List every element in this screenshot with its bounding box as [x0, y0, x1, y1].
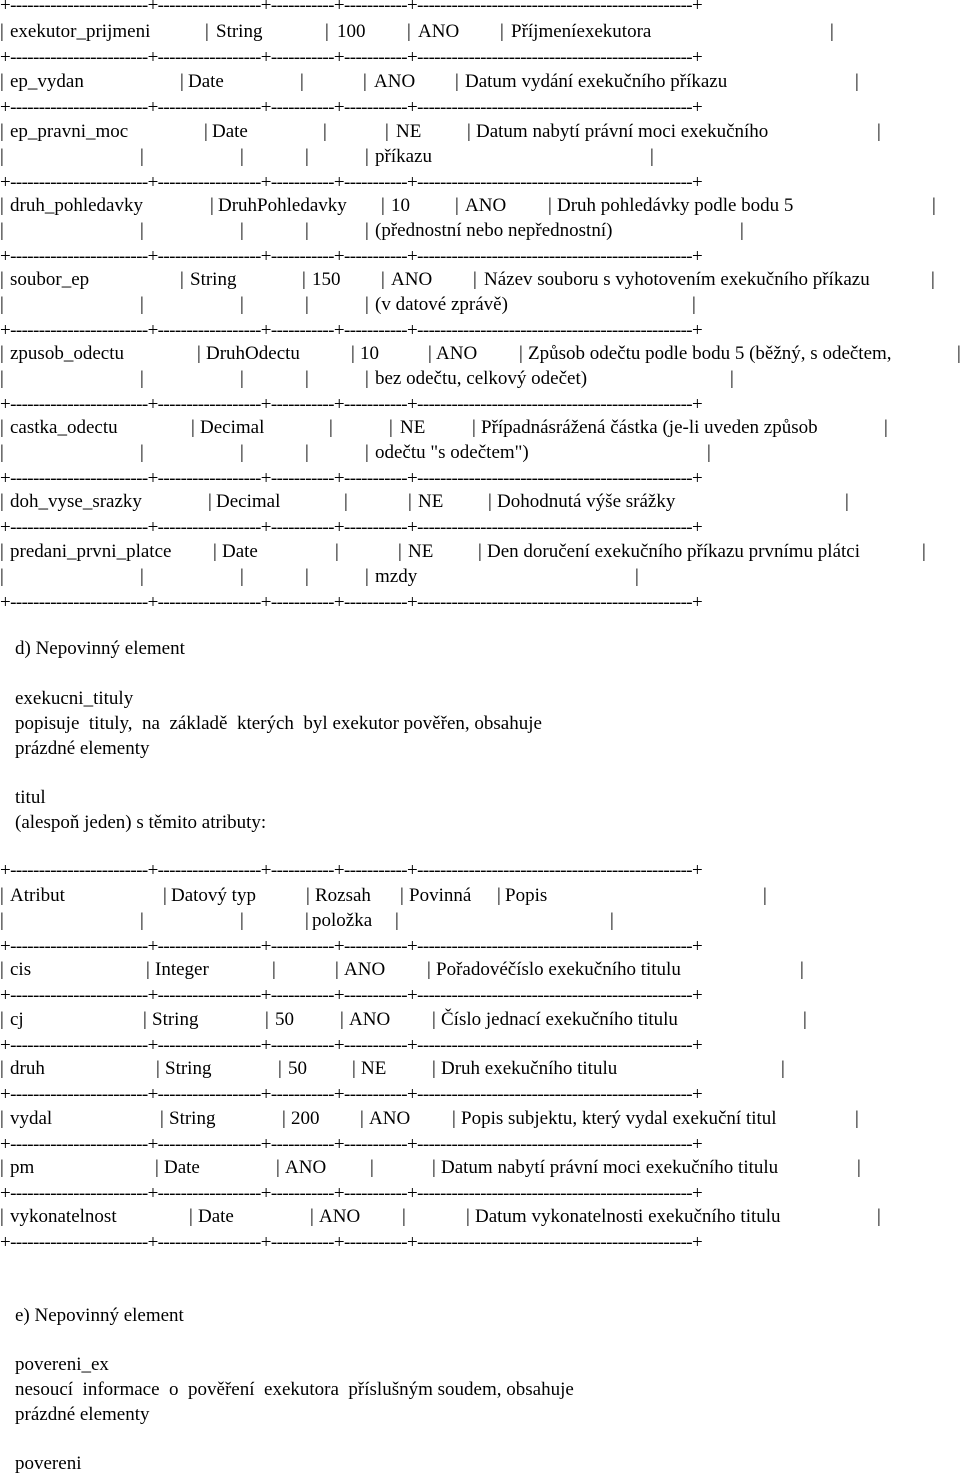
table1-row-4-divider: | [740, 220, 744, 241]
table1-row-3-cell-1: ep_pravni_moc [10, 121, 129, 142]
table1-row-4-divider: | [0, 195, 4, 216]
table2-row-3-cell-2: String [165, 1058, 212, 1079]
table1-row-1-divider: | [325, 21, 329, 42]
table2-row-4-cell-5: Popis subjektu, který vydal exekuční titul [461, 1108, 777, 1129]
table1-row-6-cell-3: 10 [360, 343, 379, 364]
table2-header-1: Atribut [10, 885, 65, 906]
table2-row-5-divider: | [857, 1157, 861, 1178]
table1-row-4-divider: | [548, 195, 552, 216]
table1-row-7-cell-1: castka_odectu [10, 417, 118, 438]
table1-row-6-divider: | [305, 368, 309, 389]
table2-row-4-cell-1: vydal [10, 1108, 53, 1129]
section-e-description-line-1: nesoucí informace o pověření exekutora příslušným soudem, obsahuje [15, 1379, 574, 1400]
table1-row-3-cell-5: Datum nabytí právní moci exekučního [476, 121, 769, 142]
table2-row-6-divider: | [189, 1206, 193, 1227]
table1-row-4-description-continued: (přednostní nebo nepřednostní) [375, 220, 613, 241]
table2-row-2-cell-3: 50 [275, 1009, 294, 1030]
table1-row-4-divider: | [365, 220, 369, 241]
table1-row-9-divider: | [305, 566, 309, 587]
table2-row-2-cell-2: String [152, 1009, 199, 1030]
table2-header-divider: | [395, 910, 399, 931]
table2-row-2-divider: | [340, 1009, 344, 1030]
table1-row-7-divider: | [365, 442, 369, 463]
table1-row-4-cell-4: ANO [465, 195, 507, 216]
table1-border-2: +------------------------+------------------+-----------+-----------+------------------------------------------------+ [0, 97, 703, 118]
table1-row-5-cell-5: Název souboru s vyhotovením exekučního příkazu [484, 269, 870, 290]
table2-row-4-divider: | [855, 1108, 859, 1129]
table1-row-9-cell-4: NE [408, 541, 434, 562]
section-e-description-line-2: prázdné elementy [15, 1404, 150, 1425]
section-d-description-line-2: prázdné elementy [15, 738, 150, 759]
table2-row-6-cell-3: ANO [319, 1206, 361, 1227]
table1-row-8-divider: | [344, 491, 348, 512]
table1-row-3-divider: | [0, 146, 4, 167]
table2-row-1-divider: | [146, 959, 150, 980]
table1-row-4-cell-1: druh_pohledavky [10, 195, 143, 216]
table1-row-3-divider: | [305, 146, 309, 167]
table2-row-5-cell-1: pm [10, 1157, 35, 1178]
table2-row-1-divider: | [427, 959, 431, 980]
table2-row-6-cell-1: vykonatelnost [10, 1206, 117, 1227]
table1-row-2-divider: | [855, 71, 859, 92]
table1-row-3-cell-4: NE [396, 121, 422, 142]
table1-row-4-divider: | [210, 195, 214, 216]
table2-header-5: Popis [505, 885, 548, 906]
table1-row-4-divider: | [140, 220, 144, 241]
table1-row-6-description-continued: bez odečtu, celkový odečet) [375, 368, 588, 389]
table1-row-2-divider: | [455, 71, 459, 92]
table2-row-1-cell-4: ANO [344, 959, 386, 980]
section-e-sub-element: povereni [15, 1453, 82, 1474]
table1-row-5-divider: | [381, 269, 385, 290]
table2-row-5-divider: | [0, 1157, 4, 1178]
table1-row-4-divider: | [305, 220, 309, 241]
table2-row-3-divider: | [352, 1058, 356, 1079]
section-d-description-line-1: popisuje tituly, na základě kterých byl exekutor pověřen, obsahuje [15, 713, 542, 734]
table1-row-8-divider: | [208, 491, 212, 512]
table1-row-9-cell-1: predani_prvni_platce [10, 541, 172, 562]
table2-row-5-divider: | [276, 1157, 280, 1178]
table2-row-5-divider: | [370, 1157, 374, 1178]
table1-row-1-cell-5: Příjmeníexekutora [511, 21, 652, 42]
table1-border-9: +------------------------+------------------+-----------+-----------+------------------------------------------------+ [0, 592, 703, 613]
table1-row-1-cell-3: 100 [337, 21, 366, 42]
table2-row-3-cell-5: Druh exekučního titulu [441, 1058, 618, 1079]
table1-row-4-cell-2: DruhPohledavky [218, 195, 347, 216]
table2-row-1-cell-2: Integer [155, 959, 209, 980]
table1-row-6-divider: | [519, 343, 523, 364]
table1-row-1-divider: | [205, 21, 209, 42]
table1-row-5-divider: | [365, 294, 369, 315]
table1-row-5-divider: | [0, 294, 4, 315]
table1-row-5-divider: | [240, 294, 244, 315]
table1-row-6-divider: | [365, 368, 369, 389]
table1-row-9-cell-5: Den doručení exekučního příkazu prvnímu plátci [487, 541, 861, 562]
table1-row-2-cell-2: Date [188, 71, 224, 92]
table1-row-8-divider: | [845, 491, 849, 512]
table1-row-7-divider: | [472, 417, 476, 438]
table1-row-7-divider: | [0, 417, 4, 438]
table2-row-1-divider: | [800, 959, 804, 980]
table2-row-1-cell-1: cis [10, 959, 32, 980]
table2-row-3-divider: | [781, 1058, 785, 1079]
table1-row-3-divider: | [140, 146, 144, 167]
table1-row-4-divider: | [932, 195, 936, 216]
table2-row-3-cell-4: NE [361, 1058, 387, 1079]
table2-row-4-divider: | [160, 1108, 164, 1129]
table1-row-8-cell-5: Dohodnutá výše srážky [497, 491, 676, 512]
table1-row-7-divider: | [191, 417, 195, 438]
table2-row-1-divider: | [272, 959, 276, 980]
table1-border-8: +------------------------+------------------+-----------+-----------+------------------------------------------------+ [0, 517, 703, 538]
table1-row-2-divider: | [0, 71, 4, 92]
table1-row-6-cell-2: DruhOdectu [206, 343, 300, 364]
table1-row-1-divider: | [500, 21, 504, 42]
table2-border-3: +------------------------+------------------+-----------+-----------+------------------------------------------------+ [0, 1084, 703, 1105]
table2-row-6-divider: | [402, 1206, 406, 1227]
table1-row-3-divider: | [323, 121, 327, 142]
table2-header-divider: | [305, 910, 309, 931]
table1-row-3-divider: | [365, 146, 369, 167]
table1-row-7-description-continued: odečtu "s odečtem") [375, 442, 529, 463]
table2-header-divider: | [140, 910, 144, 931]
table2-row-6-cell-2: Date [198, 1206, 234, 1227]
table1-row-1-divider: | [0, 21, 4, 42]
table2-row-1-cell-5: Pořadovéčíslo exekučního titulu [436, 959, 681, 980]
table1-row-9-divider: | [398, 541, 402, 562]
section-d-heading: d) Nepovinný element [15, 638, 185, 659]
table1-row-2-cell-5: Datum vydání exekučního příkazu [465, 71, 728, 92]
table2-header-divider: | [497, 885, 501, 906]
table1-row-7-divider: | [389, 417, 393, 438]
table2-row-3-divider: | [0, 1058, 4, 1079]
table2-border-header: +------------------------+------------------+-----------+-----------+------------------------------------------------+ [0, 936, 703, 957]
table2-border-2: +------------------------+------------------+-----------+-----------+------------------------------------------------+ [0, 1035, 703, 1056]
table2-row-4-cell-4: ANO [369, 1108, 411, 1129]
table1-row-5-divider: | [0, 269, 4, 290]
table2-row-4-divider: | [360, 1108, 364, 1129]
table1-row-5-divider: | [931, 269, 935, 290]
table2-row-2-cell-5: Číslo jednací exekučního titulu [441, 1009, 678, 1030]
table2-row-2-divider: | [432, 1009, 436, 1030]
table1-border-5: +------------------------+------------------+-----------+-----------+------------------------------------------------+ [0, 320, 703, 341]
table1-row-6-divider: | [428, 343, 432, 364]
table1-row-3-divider: | [650, 146, 654, 167]
table2-header-divider: | [240, 910, 244, 931]
table1-row-9-cell-2: Date [222, 541, 258, 562]
section-e-element-name: povereni_ex [15, 1354, 109, 1375]
table2-border-1: +------------------------+------------------+-----------+-----------+------------------------------------------------+ [0, 985, 703, 1006]
table2-header-divider: | [400, 885, 404, 906]
table1-border-1: +------------------------+------------------+-----------+-----------+------------------------------------------------+ [0, 47, 703, 68]
table1-row-6-divider: | [197, 343, 201, 364]
table1-row-5-cell-2: String [190, 269, 237, 290]
table1-row-1-cell-4: ANO [418, 21, 460, 42]
table1-row-3-divider: | [0, 121, 4, 142]
table1-row-7-divider: | [884, 417, 888, 438]
table2-header-divider: | [610, 910, 614, 931]
table1-row-7-divider: | [329, 417, 333, 438]
table1-row-6-cell-5: Způsob odečtu podle bodu 5 (běžný, s odečtem, [528, 343, 892, 364]
table1-row-9-divider: | [365, 566, 369, 587]
table1-row-6-cell-4: ANO [436, 343, 478, 364]
table1-row-5-description-continued: (v datové zprávě) [375, 294, 508, 315]
table1-row-5-cell-4: ANO [391, 269, 433, 290]
section-e-heading: e) Nepovinný element [15, 1305, 184, 1326]
table2-header-divider: | [0, 885, 4, 906]
table2-row-5-divider: | [432, 1157, 436, 1178]
table1-row-1-divider: | [407, 21, 411, 42]
table2-row-2-divider: | [143, 1009, 147, 1030]
table2-header-continued: položka [312, 910, 373, 931]
table1-row-7-cell-2: Decimal [200, 417, 265, 438]
table2-row-4-cell-2: String [169, 1108, 216, 1129]
table1-row-3-divider: | [385, 121, 389, 142]
table2-row-2-cell-1: cj [10, 1009, 24, 1030]
table1-row-2-divider: | [300, 71, 304, 92]
table1-row-2-divider: | [180, 71, 184, 92]
table2-header-divider: | [763, 885, 767, 906]
table2-border-top: +------------------------+------------------+-----------+-----------+------------------------------------------------+ [0, 860, 703, 881]
table1-row-6-divider: | [0, 368, 4, 389]
table1-row-1-cell-1: exekutor_prijmeni [10, 21, 151, 42]
table1-row-5-cell-1: soubor_ep [10, 269, 90, 290]
table1-row-8-cell-4: NE [418, 491, 444, 512]
table2-row-3-cell-1: druh [10, 1058, 45, 1079]
table1-row-6-divider: | [351, 343, 355, 364]
table2-header-3: Rozsah [315, 885, 371, 906]
table2-row-5-cell-2: Date [164, 1157, 200, 1178]
table1-row-6-divider: | [957, 343, 961, 364]
table1-row-8-cell-1: doh_vyse_srazky [10, 491, 142, 512]
table1-row-8-divider: | [0, 491, 4, 512]
table1-row-9-divider: | [213, 541, 217, 562]
table2-row-3-divider: | [156, 1058, 160, 1079]
table2-border-5: +------------------------+------------------+-----------+-----------+------------------------------------------------+ [0, 1183, 703, 1204]
table1-row-7-divider: | [707, 442, 711, 463]
table1-row-5-divider: | [473, 269, 477, 290]
table1-border-7: +------------------------+------------------+-----------+-----------+------------------------------------------------+ [0, 468, 703, 489]
table1-row-3-divider: | [467, 121, 471, 142]
table2-row-3-divider: | [432, 1058, 436, 1079]
table1-row-3-divider: | [204, 121, 208, 142]
table2-row-1-divider: | [0, 959, 4, 980]
table2-row-6-cell-5: Datum vykonatelnosti exekučního titulu [475, 1206, 781, 1227]
table1-row-7-divider: | [240, 442, 244, 463]
table1-row-6-divider: | [140, 368, 144, 389]
table2-row-4-cell-3: 200 [291, 1108, 320, 1129]
table1-row-5-divider: | [140, 294, 144, 315]
table2-row-2-divider: | [265, 1009, 269, 1030]
table2-row-6-divider: | [877, 1206, 881, 1227]
table1-row-5-divider: | [305, 294, 309, 315]
section-d-sub-element: titul [15, 787, 46, 808]
table1-row-9-divider: | [335, 541, 339, 562]
table2-row-2-divider: | [803, 1009, 807, 1030]
table1-row-1-cell-2: String [216, 21, 263, 42]
table1-row-5-divider: | [692, 294, 696, 315]
table1-row-4-divider: | [381, 195, 385, 216]
table1-row-2-divider: | [363, 71, 367, 92]
table1-row-4-cell-3: 10 [391, 195, 410, 216]
table2-row-3-cell-3: 50 [288, 1058, 307, 1079]
table1-row-3-divider: | [240, 146, 244, 167]
table2-row-6-divider: | [310, 1206, 314, 1227]
table1-row-9-divider: | [0, 566, 4, 587]
table1-row-3-description-continued: příkazu [375, 146, 432, 167]
table2-row-1-divider: | [335, 959, 339, 980]
table1-row-8-divider: | [408, 491, 412, 512]
table2-header-divider: | [0, 910, 4, 931]
table1-row-7-divider: | [140, 442, 144, 463]
table1-row-5-divider: | [302, 269, 306, 290]
table1-row-3-divider: | [877, 121, 881, 142]
table1-row-5-divider: | [180, 269, 184, 290]
table1-row-7-divider: | [305, 442, 309, 463]
table1-row-4-divider: | [0, 220, 4, 241]
table1-row-9-divider: | [0, 541, 4, 562]
table1-row-9-divider: | [140, 566, 144, 587]
table1-row-6-divider: | [0, 343, 4, 364]
table1-border-3: +------------------------+------------------+-----------+-----------+------------------------------------------------+ [0, 172, 703, 193]
table1-row-6-cell-1: zpusob_odectu [10, 343, 124, 364]
section-d-element-name: exekucni_tituly [15, 688, 134, 709]
table2-row-2-cell-4: ANO [349, 1009, 391, 1030]
table2-row-6-divider: | [466, 1206, 470, 1227]
table2-row-4-divider: | [452, 1108, 456, 1129]
section-d-sub-description: (alespoň jeden) s těmito atributy: [15, 812, 267, 833]
table1-row-2-cell-4: ANO [374, 71, 416, 92]
table2-row-5-cell-5: Datum nabytí právní moci exekučního titulu [441, 1157, 779, 1178]
table1-border-4: +------------------------+------------------+-----------+-----------+------------------------------------------------+ [0, 246, 703, 267]
table1-row-4-divider: | [455, 195, 459, 216]
table1-row-4-divider: | [240, 220, 244, 241]
table2-header-divider: | [306, 885, 310, 906]
table2-header-divider: | [163, 885, 167, 906]
table2-header-2: Datový typ [171, 885, 256, 906]
table1-row-7-cell-4: NE [400, 417, 426, 438]
table1-row-6-divider: | [240, 368, 244, 389]
table1-row-9-divider: | [478, 541, 482, 562]
table1-row-9-description-continued: mzdy [375, 566, 418, 587]
table1-border-top: +------------------------+------------------+-----------+-----------+------------------------------------------------+ [0, 0, 703, 16]
table2-row-4-divider: | [0, 1108, 4, 1129]
table2-row-6-divider: | [0, 1206, 4, 1227]
table2-row-2-divider: | [0, 1009, 4, 1030]
table2-row-5-divider: | [155, 1157, 159, 1178]
table1-row-1-divider: | [830, 21, 834, 42]
table1-row-3-cell-2: Date [212, 121, 248, 142]
table2-border-6: +------------------------+------------------+-----------+-----------+------------------------------------------------+ [0, 1232, 703, 1253]
table1-row-7-cell-5: Případnásrážená částka (je-li uveden způsob [481, 417, 818, 438]
table2-row-5-cell-3: ANO [285, 1157, 327, 1178]
table1-row-9-divider: | [922, 541, 926, 562]
table1-row-5-cell-3: 150 [312, 269, 341, 290]
table2-row-3-divider: | [278, 1058, 282, 1079]
table1-row-9-divider: | [240, 566, 244, 587]
table1-row-6-divider: | [730, 368, 734, 389]
table1-row-7-divider: | [0, 442, 4, 463]
table1-row-4-cell-5: Druh pohledávky podle bodu 5 [557, 195, 794, 216]
table1-row-9-divider: | [635, 566, 639, 587]
table1-row-2-cell-1: ep_vydan [10, 71, 84, 92]
table1-border-6: +------------------------+------------------+-----------+-----------+------------------------------------------------+ [0, 394, 703, 415]
table1-row-8-cell-2: Decimal [216, 491, 281, 512]
table1-row-8-divider: | [488, 491, 492, 512]
table2-border-4: +------------------------+------------------+-----------+-----------+------------------------------------------------+ [0, 1134, 703, 1155]
table2-header-4: Povinná [409, 885, 472, 906]
table2-row-4-divider: | [282, 1108, 286, 1129]
